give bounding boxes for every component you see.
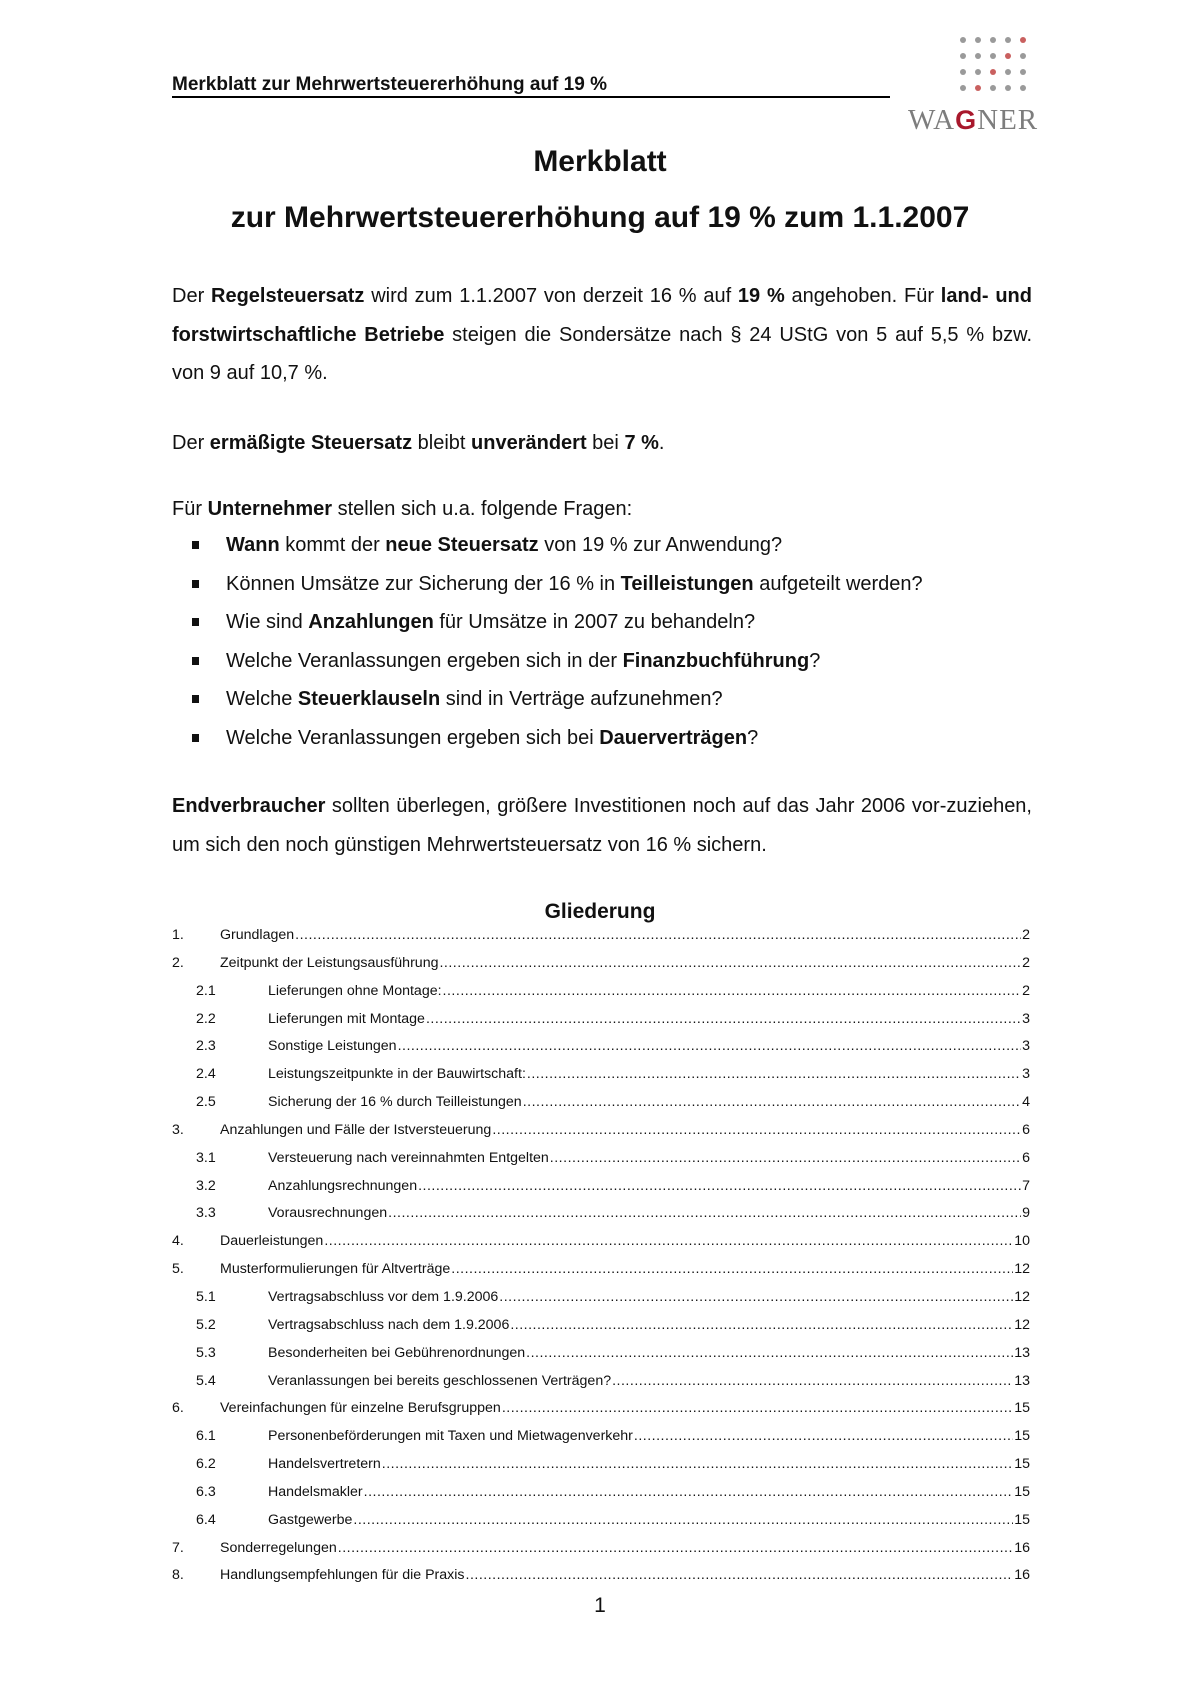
- toc-entry-title: Zeitpunkt der Leistungsausführung: [220, 954, 439, 971]
- toc-entry[interactable]: [172, 1368, 1030, 1396]
- square-bullet-icon: [192, 695, 199, 703]
- toc-entry[interactable]: [172, 1173, 1030, 1201]
- square-bullet-icon: [192, 734, 199, 742]
- toc-entry[interactable]: [172, 1423, 1030, 1451]
- page-number: 1: [594, 1594, 606, 1617]
- intro-paragraph-reduced-rate: Der ermäßigte Steuersatz bleibt unverändert bei 7 %.: [172, 432, 665, 454]
- toc-entry-page: 15: [1014, 1428, 1030, 1445]
- toc-entry-page: 16: [1014, 1539, 1030, 1556]
- toc-entry-number: 5.3: [196, 1344, 216, 1361]
- toc-dot-leader: [353, 1507, 1013, 1535]
- toc-entry[interactable]: [172, 1535, 1030, 1563]
- toc-entry[interactable]: [172, 1479, 1030, 1507]
- toc-entry[interactable]: [172, 978, 1030, 1006]
- toc-entry-title: Vertragsabschluss nach dem 1.9.2006: [268, 1316, 510, 1333]
- toc-dot-leader: [418, 1173, 1021, 1201]
- toc-entry[interactable]: [172, 1562, 1030, 1590]
- toc-entry-number: 5.2: [196, 1316, 216, 1333]
- toc-entry-page: 16: [1014, 1567, 1030, 1584]
- toc-entry-title: Leistungszeitpunkte in der Bauwirtschaft:: [268, 1066, 526, 1083]
- toc-entry-page: 2: [1022, 927, 1030, 943]
- toc-dot-leader: [382, 1451, 1013, 1479]
- toc-entry-number: 2.3: [196, 1038, 216, 1055]
- toc-entry-title: Veranlassungen bei bereits geschlossenen Verträgen?: [268, 1372, 612, 1389]
- toc-dot-leader: [398, 1033, 1022, 1061]
- toc-dot-leader: [612, 1368, 1013, 1396]
- toc-entry[interactable]: [172, 1033, 1030, 1061]
- toc-entry-title: Anzahlungen und Fälle der Istversteuerung: [220, 1121, 492, 1138]
- toc-entry-number: 3.: [172, 1121, 184, 1138]
- toc-heading: Gliederung: [544, 900, 656, 923]
- document-subtitle: zur Mehrwertsteuererhöhung auf 19 % zum 1.1.2007: [230, 201, 970, 234]
- toc-entry[interactable]: [172, 1117, 1030, 1145]
- toc-entry-number: 7.: [172, 1539, 184, 1556]
- toc-entry[interactable]: [172, 922, 1030, 950]
- toc-entry-page: 7: [1022, 1177, 1030, 1194]
- toc-entry-title: Gastgewerbe: [268, 1511, 353, 1528]
- toc-entry-number: 6.2: [196, 1456, 216, 1473]
- toc-entry-number: 5.1: [196, 1288, 216, 1305]
- running-header-title: Merkblatt zur Mehrwertsteuererhöhung auf 19 %: [172, 74, 890, 98]
- intro-paragraph-rates: Der Regelsteuersatz wird zum 1.1.2007 von derzeit 16 % auf 19 % angehoben. Für land- und forstwirtschaftliche Betriebe steigen die Sondersätze nach § 24 UStG von 5 auf 5,5 % bzw. von 9 auf 10,7 %.: [172, 285, 1032, 384]
- toc-entry-page: 12: [1014, 1288, 1030, 1305]
- logo-accent-letter: G: [955, 105, 978, 135]
- toc-entry[interactable]: [172, 1395, 1030, 1423]
- toc-dot-leader: [492, 1117, 1021, 1145]
- toc-entry[interactable]: [172, 1256, 1030, 1284]
- document-title: Merkblatt: [533, 145, 667, 178]
- toc-entry-title: Dauerleistungen: [220, 1233, 324, 1250]
- list-item: Welche Veranlassungen ergeben sich bei Dauerverträgen?: [172, 719, 923, 758]
- toc-entry[interactable]: [172, 1340, 1030, 1368]
- toc-entry-page: 9: [1022, 1205, 1030, 1222]
- toc-entry-number: 6.4: [196, 1511, 216, 1528]
- toc-dot-leader: [338, 1535, 1013, 1563]
- toc-entry-page: 12: [1014, 1316, 1030, 1333]
- toc-entry-title: Besonderheiten bei Gebührenordnungen: [268, 1344, 526, 1361]
- toc-entry-number: 6.1: [196, 1428, 216, 1445]
- dot-grid-logo-icon: [960, 36, 1032, 100]
- square-bullet-icon: [192, 657, 199, 665]
- toc-entry-title: Handlungsempfehlungen für die Praxis: [220, 1567, 465, 1584]
- list-item: Können Umsätze zur Sicherung der 16 % in Teilleistungen aufgeteilt werden?: [172, 565, 923, 604]
- list-item: Welche Steuerklauseln sind in Verträge aufzunehmen?: [172, 680, 923, 719]
- toc-entry-title: Lieferungen mit Montage: [268, 1010, 425, 1027]
- toc-entry-title: Handelsvertretern: [268, 1456, 381, 1473]
- toc-entry-number: 2.1: [196, 982, 216, 999]
- toc-entry-number: 3.2: [196, 1177, 216, 1194]
- toc-entry-page: 12: [1014, 1261, 1030, 1278]
- toc-entry-page: 15: [1014, 1456, 1030, 1473]
- toc-entry-number: 2.4: [196, 1066, 216, 1083]
- toc-entry[interactable]: [172, 1507, 1030, 1535]
- toc-entry-title: Vereinfachungen für einzelne Berufsgruppen: [220, 1400, 501, 1417]
- square-bullet-icon: [192, 580, 199, 588]
- toc-entry-title: Anzahlungsrechnungen: [268, 1177, 418, 1194]
- toc-dot-leader: [502, 1395, 1013, 1423]
- toc-entry-title: Handelsmakler: [268, 1483, 363, 1500]
- toc-dot-leader: [443, 978, 1022, 1006]
- toc-dot-leader: [388, 1200, 1021, 1228]
- toc-entry-page: 15: [1014, 1400, 1030, 1417]
- toc-dot-leader: [550, 1145, 1021, 1173]
- toc-entry-number: 5.4: [196, 1372, 216, 1389]
- toc-entry[interactable]: [172, 1145, 1030, 1173]
- toc-entry-page: 2: [1022, 982, 1030, 999]
- toc-entry[interactable]: [172, 1284, 1030, 1312]
- logo-wordmark: WAGNER: [908, 104, 1039, 136]
- toc-entry-title: Lieferungen ohne Montage:: [268, 982, 442, 999]
- square-bullet-icon: [192, 541, 199, 549]
- toc-entry-page: 3: [1022, 1010, 1030, 1027]
- square-bullet-icon: [192, 618, 199, 626]
- toc-entry-number: 5.: [172, 1261, 184, 1278]
- toc-entry-title: Grundlagen: [220, 927, 295, 943]
- toc-entry-page: 3: [1022, 1066, 1030, 1083]
- toc-entry-page: 15: [1014, 1483, 1030, 1500]
- list-item: Wann kommt der neue Steuersatz von 19 % zur Anwendung?: [172, 526, 923, 565]
- toc-dot-leader: [439, 950, 1021, 978]
- toc-entry[interactable]: [172, 1312, 1030, 1340]
- toc-entry-page: 15: [1014, 1511, 1030, 1528]
- list-item: Welche Veranlassungen ergeben sich in der Finanzbuchführung?: [172, 642, 923, 681]
- toc-entry-number: 1.: [172, 927, 184, 943]
- toc-entry-number: 3.3: [196, 1205, 216, 1222]
- toc-entry-title: Versteuerung nach vereinnahmten Entgelten: [268, 1149, 549, 1166]
- toc-entry-page: 2: [1022, 954, 1030, 971]
- toc-entry-title: Musterformulierungen für Altverträge: [220, 1261, 451, 1278]
- toc-dot-leader: [426, 1006, 1021, 1034]
- toc-entry-page: 10: [1014, 1233, 1030, 1250]
- toc-entry-title: Personenbeförderungen mit Taxen und Mietwagenverkehr: [268, 1428, 633, 1445]
- toc-entry-title: Sicherung der 16 % durch Teilleistungen: [268, 1094, 522, 1111]
- toc-entry[interactable]: [172, 950, 1030, 978]
- toc-dot-leader: [466, 1562, 1014, 1590]
- toc-entry[interactable]: [172, 1200, 1030, 1228]
- toc-entry[interactable]: [172, 1006, 1030, 1034]
- toc-entry[interactable]: [172, 1089, 1030, 1117]
- toc-dot-leader: [510, 1312, 1013, 1340]
- toc-dot-leader: [523, 1089, 1021, 1117]
- toc-entry-page: 6: [1022, 1149, 1030, 1166]
- toc-entry-page: 13: [1014, 1344, 1030, 1361]
- toc-entry-number: 6.: [172, 1400, 184, 1417]
- toc-entry-number: 2.: [172, 954, 184, 971]
- toc-entry-number: 2.5: [196, 1094, 216, 1111]
- toc-entry-title: Vertragsabschluss vor dem 1.9.2006: [268, 1288, 499, 1305]
- toc-entry-number: 4.: [172, 1233, 184, 1250]
- toc-entry-title: Sonderregelungen: [220, 1539, 337, 1556]
- intro-paragraph-consumers: Endverbraucher sollten überlegen, größere Investitionen noch auf das Jahr 2006 vor-zuziehen, um sich den noch günstigen Mehrwertsteuersatz von 16 % sichern.: [172, 795, 1032, 856]
- toc-entry-title: Vorausrechnungen: [268, 1205, 388, 1222]
- toc-dot-leader: [526, 1340, 1013, 1368]
- toc-entry-page: 13: [1014, 1372, 1030, 1389]
- toc-entry-number: 6.3: [196, 1483, 216, 1500]
- toc-dot-leader: [634, 1423, 1013, 1451]
- toc-dot-leader: [324, 1228, 1013, 1256]
- wagner-logo: [906, 36, 1039, 136]
- toc-entry-number: 3.1: [196, 1149, 216, 1166]
- list-item: Wie sind Anzahlungen für Umsätze in 2007 zu behandeln?: [172, 603, 923, 642]
- toc-entry-number: 2.2: [196, 1010, 216, 1027]
- toc-dot-leader: [364, 1479, 1014, 1507]
- toc-entry-page: 4: [1022, 1094, 1030, 1111]
- toc-entry[interactable]: [172, 1451, 1030, 1479]
- toc-entry-title: Sonstige Leistungen: [268, 1038, 397, 1055]
- toc-entry-page: 3: [1022, 1038, 1030, 1055]
- toc-dot-leader: [527, 1061, 1021, 1089]
- intro-paragraph-questions-lead: Für Unternehmer stellen sich u.a. folgende Fragen:: [172, 498, 633, 520]
- questions-list: [172, 526, 923, 757]
- toc-dot-leader: [451, 1256, 1013, 1284]
- toc-dot-leader: [499, 1284, 1013, 1312]
- toc-entry-number: 8.: [172, 1567, 184, 1584]
- toc-entry[interactable]: [172, 1061, 1030, 1089]
- toc-dot-leader: [295, 922, 1021, 950]
- toc-entry-page: 6: [1022, 1121, 1030, 1138]
- table-of-contents: [172, 922, 1030, 1590]
- toc-entry[interactable]: [172, 1228, 1030, 1256]
